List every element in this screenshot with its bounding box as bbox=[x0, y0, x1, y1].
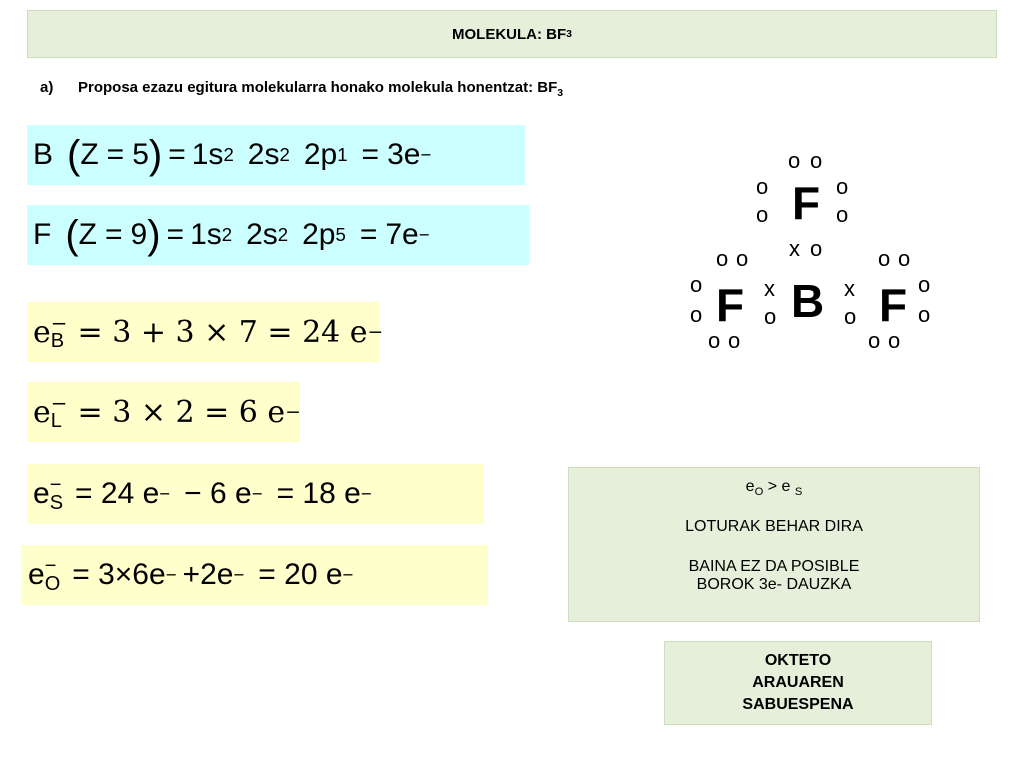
orbital-2s: 2s bbox=[247, 138, 280, 171]
e-o-symbol: e bbox=[745, 478, 755, 495]
equation-part-2: − 6 e bbox=[184, 477, 252, 510]
minus-superscript: − bbox=[233, 564, 245, 585]
octet-line-1: OKTETO bbox=[764, 652, 832, 669]
lone-pair-electron: o bbox=[708, 328, 721, 353]
lone-pair-electron: o bbox=[690, 302, 703, 327]
open-paren: ( bbox=[67, 133, 81, 177]
octet-electrons-equation bbox=[22, 545, 488, 605]
equation-rhs: = 3 × 2 = 6 e bbox=[77, 394, 286, 430]
minus-superscript: − bbox=[367, 321, 384, 343]
orbital-1s: 1s bbox=[191, 138, 224, 171]
minus-superscript: − bbox=[342, 564, 354, 585]
lone-pair-electron: o bbox=[898, 246, 911, 271]
equation-part-3: = 20 e bbox=[258, 558, 343, 591]
lone-pair-electron: o bbox=[918, 302, 931, 327]
minus-superscript: − bbox=[251, 483, 263, 504]
not-possible-text: BAINA EZ DA POSIBLE bbox=[688, 558, 860, 576]
boron-atom: B bbox=[791, 275, 825, 327]
lone-pair-electron: o bbox=[810, 148, 823, 173]
title-text: MOLEKULA: BF bbox=[452, 25, 567, 43]
equation-rhs: = 3 + 3 × 7 = 24 e bbox=[77, 314, 368, 350]
orbital-1s: 1s bbox=[190, 218, 222, 251]
bonding-electrons-equation bbox=[27, 382, 300, 442]
lone-pair-electron: o bbox=[868, 328, 881, 353]
octet-line-3: SABUESPENA bbox=[742, 696, 854, 713]
valence-electrons: 7e bbox=[385, 218, 419, 251]
e-symbol: e bbox=[33, 314, 51, 350]
octet-exception-box bbox=[664, 641, 932, 725]
fluorine-atom-top: F bbox=[792, 177, 821, 229]
minus-superscript: − bbox=[165, 564, 177, 585]
boron-electrons-text: BOROK 3e- DAUZKA bbox=[696, 576, 852, 594]
lone-pair-electron: o bbox=[836, 202, 849, 227]
z-label: Z bbox=[80, 138, 99, 171]
equals-sign: = bbox=[361, 138, 380, 171]
boron-symbol: B bbox=[33, 138, 54, 171]
lone-pair-electron: o bbox=[716, 246, 729, 271]
atomic-number: 9 bbox=[130, 218, 148, 251]
subscript-b: B bbox=[50, 330, 65, 352]
boron-electron: x bbox=[789, 236, 800, 261]
total-electrons-equation bbox=[27, 302, 384, 362]
minus-superscript: − bbox=[159, 483, 171, 504]
minus-superscript: − bbox=[420, 144, 432, 165]
fluorine-bond-electron: o bbox=[810, 236, 823, 261]
greater-than: > e bbox=[763, 478, 795, 495]
shared-electrons-equation bbox=[27, 464, 484, 524]
boron-configuration-equation bbox=[27, 125, 525, 185]
equation-part-2: +2e bbox=[182, 558, 234, 591]
minus-superscript: − bbox=[50, 391, 68, 415]
minus-superscript: − bbox=[360, 483, 372, 504]
e-symbol: e bbox=[33, 477, 50, 510]
atomic-number: 5 bbox=[132, 138, 149, 171]
slide-title bbox=[27, 10, 997, 58]
z-label: Z bbox=[78, 218, 97, 251]
title-subscript: 3 bbox=[566, 28, 572, 40]
lone-pair-electron: o bbox=[836, 174, 849, 199]
open-paren: ( bbox=[65, 213, 79, 257]
orbital-2p: 2p bbox=[302, 218, 336, 251]
electron-comparison bbox=[569, 478, 979, 498]
boron-electron: x bbox=[844, 276, 855, 301]
octet-line-2: ARAUAREN bbox=[752, 674, 844, 691]
minus-superscript: − bbox=[49, 474, 62, 496]
equation-part-1: = 24 e bbox=[75, 477, 160, 510]
minus-superscript: − bbox=[44, 555, 57, 577]
minus-superscript: − bbox=[285, 401, 301, 423]
lone-pair-electron: o bbox=[878, 246, 891, 271]
fluorine-configuration-equation bbox=[27, 205, 529, 265]
orbital-2p: 2p bbox=[303, 138, 338, 171]
lone-pair-electron: o bbox=[756, 202, 769, 227]
boron-electron: x bbox=[764, 276, 775, 301]
equals-sign: = bbox=[104, 218, 123, 251]
equation-part-3: = 18 e bbox=[276, 477, 361, 510]
bonds-needed-text: LOTURAK BEHAR DIRA bbox=[685, 518, 863, 536]
equals-sign: = bbox=[168, 138, 186, 171]
question-subscript: 3 bbox=[557, 87, 564, 99]
orbital-2s-exponent: 2 bbox=[279, 144, 290, 165]
valence-electrons: 3e bbox=[387, 138, 421, 171]
subscript-o: O bbox=[44, 573, 61, 595]
equals-sign: = bbox=[359, 218, 378, 251]
orbital-2p-exponent: 5 bbox=[335, 224, 346, 245]
fluorine-atom-right: F bbox=[879, 279, 908, 331]
question-text: Proposa ezazu egitura molekularra honako molekula honentzat: BF bbox=[78, 79, 558, 96]
subscript-s: S bbox=[794, 486, 803, 499]
subscript-s: S bbox=[49, 492, 64, 514]
fluorine-bond-electron: o bbox=[844, 304, 857, 329]
lone-pair-electron: o bbox=[736, 246, 749, 271]
close-paren: ) bbox=[148, 133, 163, 177]
e-symbol: e bbox=[33, 394, 51, 430]
fluorine-atom-left: F bbox=[716, 279, 745, 331]
fluorine-symbol: F bbox=[33, 218, 52, 251]
minus-superscript: − bbox=[50, 311, 68, 335]
lone-pair-electron: o bbox=[788, 148, 801, 173]
equation-part-1: = 3×6e bbox=[72, 558, 166, 591]
question bbox=[40, 79, 563, 99]
e-symbol: e bbox=[28, 558, 45, 591]
orbital-1s-exponent: 2 bbox=[223, 144, 234, 165]
lone-pair-electron: o bbox=[888, 328, 901, 353]
equals-sign: = bbox=[166, 218, 185, 251]
orbital-1s-exponent: 2 bbox=[221, 224, 233, 245]
subscript-l: L bbox=[50, 410, 62, 432]
equals-sign: = bbox=[106, 138, 125, 171]
orbital-2s-exponent: 2 bbox=[277, 224, 289, 245]
subscript-o: O bbox=[754, 486, 764, 499]
question-letter: a) bbox=[40, 79, 54, 96]
lone-pair-electron: o bbox=[756, 174, 769, 199]
close-paren: ) bbox=[147, 213, 161, 257]
orbital-2p-exponent: 1 bbox=[337, 144, 348, 165]
lewis-structure-diagram bbox=[680, 140, 960, 370]
orbital-2s: 2s bbox=[246, 218, 278, 251]
minus-superscript: − bbox=[418, 224, 430, 245]
lone-pair-electron: o bbox=[728, 328, 741, 353]
electron-comparison-box bbox=[568, 467, 980, 622]
lone-pair-electron: o bbox=[690, 272, 703, 297]
lone-pair-electron: o bbox=[918, 272, 931, 297]
fluorine-bond-electron: o bbox=[764, 304, 777, 329]
